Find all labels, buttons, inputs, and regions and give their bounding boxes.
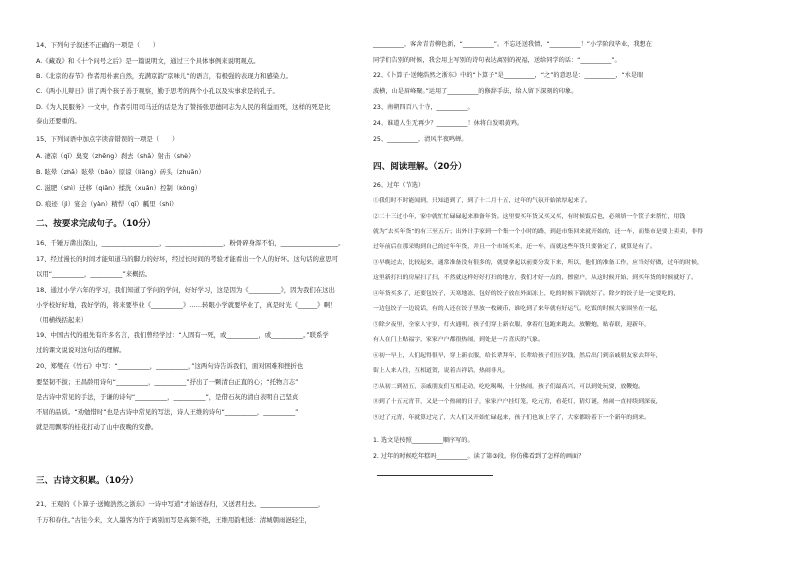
passage-line: ⑧到了十五元宵节，又是一个热闹的日子，家家户户挂灯笼，吃元宵，看花灯，猜灯谜，热闹一直持续到深夜， (373, 399, 662, 405)
passage-line: 这里新打扫的房屋扫了扫，不然就这样好好打扫的地方，我们才好一点的，擦窗户，从这时候开始，到买年货的时候就好了。 (373, 275, 697, 281)
q21-cont-line-2: 同学们告别的时候，我会用上写别的诗句表达离别的祝福，送给同学的话：“__________”。 (373, 57, 621, 64)
reading-q1: 1. 选文是按照__________顺序写的。 (373, 437, 474, 444)
passage-line: ⑨过了元宵，年就算过完了，大人们又开始忙碌起来，孩子们也该上学了，大家都盼着下一个新年的到来。 (373, 415, 650, 421)
q17-line-1: 17、经过漫长的时间才能知道马的脚力的好坏，经过长时间的考验才能看出一个人的好坏。这句话的意思可 (36, 255, 339, 263)
q17-line-2: 以用“__________，__________”来概括。 (36, 270, 152, 278)
passage-line: ④年货买多了，还要包饺子，天寒地冻，包好的饺子放在外面冻上，吃的时候下锅就好了。除夕的饺子是一定要吃的， (373, 291, 680, 297)
q14-stem: 14、下列句子叙述不正确的一项是（ ） (36, 41, 160, 49)
q20-line-3: 是古诗中常见的手法，于谦的诗句“__________，__________”，是借石灰的清白表明自己坚贞 (36, 393, 299, 401)
q19-line-1: 19、中国古代的祖先有许多名言，我们曾经学过：“人固有一死，或__________，或__________。”联系学 (36, 331, 329, 339)
q23: 23、南朝四百八十寺，__________。 (373, 104, 474, 111)
passage-line: ⑦从初二到初五，亲戚朋友们互相走动，吃吃喝喝，十分热闹，孩子们最高兴，可以到处玩耍，放鞭炮。 (373, 384, 644, 390)
q20-line-1: 20、郑燮在《竹石》中写：“__________，__________，”这两句诗告诉我们，面对困难和挫折也 (36, 362, 304, 370)
q21-line-1: 21、王观的《卜算子·送鲍浩然之浙东》一诗中写道“才始送春归，又送君归去。__________________， (36, 500, 325, 508)
passage-line: ①我们时不时能闻到，只知道到了，到了十二月十五，过年的气氛开始浓厚起来了。 (373, 198, 591, 204)
q15-option-a: A. 凄凉（qī）臭变（zhēng）刹去（shā）射击（shè） (36, 152, 195, 160)
q20-line-5: 就是用飘零的桂花打动了山中夜晚的安静。 (36, 423, 158, 431)
reading-q2: 2. 过年的时候吃年糕吗__________。读了第③段，你仿佛看到了怎样的画面？ (373, 453, 585, 460)
q25: 25、__________，清风半夜鸣蝉。 (373, 136, 468, 143)
passage-line: ⑥初一早上，人们起得很早，穿上新衣服，给长辈拜年，长辈给孩子们压岁钱，然后出门到亲戚朋友家去拜年， (373, 353, 662, 359)
q21-line-2: 千万和春住。”古往今来，文人墨客为许于离别而写是高频不绝，王维用韵相送：清城朝雨浥轻尘， (36, 516, 311, 524)
q26-label: 26、过年（节选） (373, 182, 425, 189)
q15-option-d: D. 痕迹（jì）宴会（yàn）精悍（qī）瓤里（shí） (36, 200, 178, 208)
q15-option-b: B. 眩晕（zhā）眩晕（bǎo）原谅（liàng）砖头（zhuān） (36, 168, 205, 176)
passage-line: 有人在门上贴福字，家家户户都很热闹，到处是一片喜庆的气象。 (373, 337, 544, 343)
q22-line-2: 波横，山是眉峰聚。”运用了__________的修辞手法，给人留下深刻的印象。 (373, 88, 578, 95)
q16: 16、千锤万凿出深山，__________________，__________________，粉骨碎身浑不怕，__________________。 (36, 239, 345, 247)
q15-option-c: C. 滋肥（shì）迁移（qiān）揉洗（xuǎn）控制（kòng） (36, 184, 202, 192)
q14-option-a: A.《藏戏》和《十个问号之后》是一篇说明文，通过三个具体事例来说明观点。 (36, 57, 260, 65)
section-3-title: 三、古诗文积累。（10分） (36, 476, 139, 486)
passage-line: 一边包饺子一边说话，有的人还在饺子里放一枚硬币，谁吃到了来年就有好运气。吃饭的时候大家围坐在一起， (373, 306, 662, 312)
q18-line-3: （用横线括起来） (36, 316, 88, 324)
q19-line-2: 过的课文说说对这句话的理解。 (36, 346, 126, 354)
passage-line: ②二十三过小年，家中就忙忙碌碌起来准备年货。这里要买年货又买又买，有时候饭后也，必须填一个筐子来帮忙，用钱 (373, 214, 686, 220)
q24: 24、谁道人生无再少？__________！休将白发唱黄鸡。 (373, 120, 524, 127)
passage-line: 就为“去买年货”的有三至五斤；出外计手家到一个集一个小时的路，到赶市集回来就开始的，还一车，而集市是要上卖卖，非得 (373, 229, 704, 235)
q14-option-c: C.《两小儿辩日》讲了两个孩子善于观察，勤于思考的两个小孔以及实事求是的孔子。 (36, 87, 279, 95)
q14-option-b: B.《北京的春节》作者用朴素自然，充满京韵“京味儿”的语言，有极强的表现力和感染力。 (36, 72, 292, 80)
passage-line: 街上人来人往，互相道贺，说着吉祥话，热闹非凡。 (373, 368, 509, 374)
q22-line-1: 22、《卜算子·送鲍浩然之浙东》中的“卜算子”是__________，“之”的意思是：__________，“水是眼 (373, 72, 644, 79)
q20-line-2: 要坚韧不拔；王昌龄用诗句“__________，__________”抒出了一颗清白正直的心；“托物言志” (36, 378, 299, 386)
q14-option-d: D.《为人民服务》一文中，作者引用司马迁的话是为了赞扬张思德同志为人民的利益而死，这样的死是比 (36, 103, 331, 111)
q20-line-4: 不屈的品质。“劝勉惜时”也是古诗中常见的写法，诗人王维的诗句“__________，__________” (36, 408, 299, 416)
q21-cont-line-1: __________，客舍青青柳色新，“__________”。不忘还送我情，“__________！”小学阶段毕业，我想在 (373, 41, 652, 48)
q14-option-d-cont: 泰山还要重的。 (36, 117, 81, 125)
section-4-title: 四、阅读理解。（20分） (373, 162, 467, 172)
answer-blank-line (377, 475, 493, 476)
q18-line-1: 18、通过小学六年的学习，我们知道了学问的学问，好好学习，这是因为《__________》，因为我们在这出 (36, 286, 335, 294)
q18-line-2: 小学校好好地，我好学的，将来要毕业《__________》……转眼小学就要毕业了，真是时光《______》啊！ (36, 301, 337, 309)
q15-stem: 15、下列词语中加点字读音错误的一项是（ ） (36, 135, 179, 143)
section-2-title: 二、按要求完成句子。（10分） (36, 219, 156, 229)
passage-line: 过年前后在那采购到自己的过年年货，并且一个市场买来，还一车，而就这些年货只要备定了，就算是有了。 (373, 244, 656, 250)
passage-line: ⑤除夕夜里，全家人守岁，灯火通明，孩子们穿上新衣服，拿着红包跑来跑去。放鞭炮，贴春联，迎新年， (373, 322, 650, 328)
passage-line: ③早晚过去，比较起来，通常准备没有很多的，就要拿起以前要分发下来，所以，他们的准备工作，应当好好做，过年的时候， (373, 260, 703, 266)
